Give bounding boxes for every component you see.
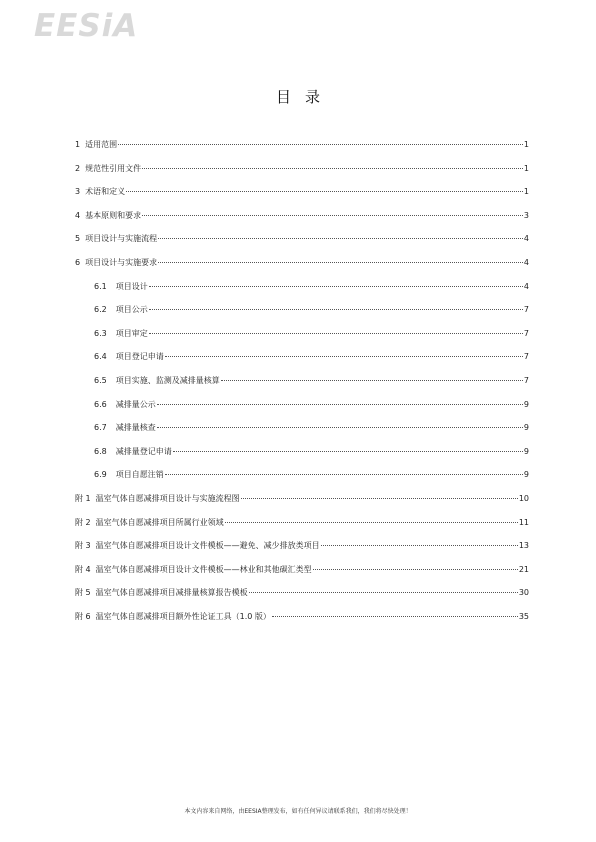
toc-entry-page: 21 (518, 564, 529, 574)
toc-dot-leader (173, 451, 523, 452)
toc-entry-page: 3 (523, 210, 529, 220)
toc-entry-page: 1 (523, 187, 529, 197)
toc-entry-label: 项目设计与实施流程 (85, 234, 158, 244)
toc-entry-page: 7 (523, 328, 529, 338)
toc-entry[interactable] (75, 422, 529, 446)
toc-entry-label: 项目审定 (115, 328, 148, 338)
toc-dot-leader (225, 522, 518, 523)
toc-entry-page: 7 (523, 305, 529, 315)
toc-entry[interactable] (75, 163, 529, 187)
toc-dot-leader (272, 616, 518, 617)
toc-entry-number: 附 4 (75, 564, 91, 574)
toc-entry-page: 4 (523, 257, 529, 267)
toc-entry-number: 5 (75, 234, 81, 244)
toc-entry-label: 温室气体自愿减排项目所属行业领域 (95, 517, 224, 527)
toc-entry-number: 6.8 (94, 446, 107, 456)
toc-dot-leader (149, 309, 523, 310)
toc-entry-number: 4 (75, 210, 81, 220)
page-title: 目录 (275, 88, 334, 106)
toc-dot-leader (313, 569, 518, 570)
toc-entry[interactable] (75, 233, 529, 257)
toc-entry-page: 9 (523, 446, 529, 456)
toc-entry[interactable] (75, 281, 529, 305)
footer-notice: 本文内容来自网络，由EESIA整理发布，如有任何异议请联系我们，我们将尽快处理！ (184, 808, 412, 815)
toc-dot-leader (221, 380, 523, 381)
toc-entry-label: 减排量登记申请 (115, 446, 172, 456)
toc-entry-label: 项目自愿注销 (115, 470, 164, 480)
toc-entry-page: 4 (523, 281, 529, 291)
toc-entry-page: 11 (518, 517, 529, 527)
toc-entry-label: 温室气体自愿减排项目设计文件模板——林业和其他碳汇类型 (95, 564, 312, 574)
toc-dot-leader (149, 286, 523, 287)
toc-dot-leader (165, 474, 523, 475)
toc-dot-leader (118, 144, 523, 145)
toc-dot-leader (142, 215, 523, 216)
toc-dot-leader (158, 262, 523, 263)
toc-entry-label: 项目登记申请 (115, 352, 164, 362)
toc-entry-number: 6.5 (94, 375, 107, 385)
toc-dot-leader (241, 498, 518, 499)
toc-entry-page: 9 (523, 470, 529, 480)
toc-entry[interactable] (75, 540, 529, 564)
toc-entry-page: 9 (523, 399, 529, 409)
toc-dot-leader (321, 545, 518, 546)
toc-entry-number: 3 (75, 187, 81, 197)
toc-entry-number: 6.4 (94, 352, 107, 362)
toc-entry-number: 6.3 (94, 328, 107, 338)
toc-entry[interactable] (75, 304, 529, 328)
toc-entry[interactable] (75, 469, 529, 493)
toc-dot-leader (249, 592, 518, 593)
toc-entry[interactable] (75, 564, 529, 588)
toc-entry-number: 附 2 (75, 517, 91, 527)
table-of-contents (75, 139, 529, 634)
toc-entry-number: 6.6 (94, 399, 107, 409)
toc-entry-page: 1 (523, 163, 529, 173)
toc-entry[interactable] (75, 517, 529, 541)
toc-entry-label: 项目公示 (115, 305, 148, 315)
toc-entry-number: 6.1 (94, 281, 107, 291)
toc-entry[interactable] (75, 611, 529, 635)
toc-entry-label: 温室气体自愿减排项目减排量核算报告模板 (95, 588, 248, 598)
toc-entry-label: 项目设计与实施要求 (85, 257, 158, 267)
toc-entry-page: 4 (523, 234, 529, 244)
toc-entry-label: 项目设计 (115, 281, 148, 291)
toc-entry[interactable] (75, 351, 529, 375)
toc-entry[interactable] (75, 493, 529, 517)
toc-entry[interactable] (75, 139, 529, 163)
toc-entry[interactable] (75, 328, 529, 352)
toc-entry-label: 规范性引用文件 (85, 163, 142, 173)
toc-entry-page: 7 (523, 375, 529, 385)
toc-entry[interactable] (75, 210, 529, 234)
toc-entry-number: 6.7 (94, 423, 107, 433)
toc-entry-label: 基本原则和要求 (85, 210, 142, 220)
toc-entry[interactable] (75, 446, 529, 470)
toc-dot-leader (157, 404, 523, 405)
toc-entry[interactable] (75, 587, 529, 611)
toc-entry-label: 术语和定义 (85, 187, 126, 197)
toc-entry-label: 温室气体自愿减排项目设计文件模板——避免、减少排放类项目 (95, 541, 320, 551)
toc-entry-number: 附 1 (75, 493, 91, 503)
toc-entry-page: 30 (518, 588, 529, 598)
toc-entry-page: 7 (523, 352, 529, 362)
toc-entry-label: 温室气体自愿减排项目额外性论证工具（1.0 版） (95, 611, 271, 621)
toc-dot-leader (158, 238, 523, 239)
toc-entry-page: 13 (518, 541, 529, 551)
toc-entry-number: 附 6 (75, 611, 91, 621)
toc-dot-leader (126, 191, 523, 192)
toc-entry-label: 温室气体自愿减排项目设计与实施流程图 (95, 493, 240, 503)
toc-entry-number: 6 (75, 257, 81, 267)
toc-entry-number: 2 (75, 163, 81, 173)
toc-entry[interactable] (75, 399, 529, 423)
toc-entry[interactable] (75, 257, 529, 281)
toc-entry[interactable] (75, 186, 529, 210)
toc-entry-number: 6.9 (94, 470, 107, 480)
eesia-logo: EESiA (34, 8, 139, 44)
toc-entry-label: 适用范围 (85, 140, 118, 149)
toc-dot-leader (142, 168, 523, 169)
toc-entry-label: 项目实施、监测及减排量核算 (115, 375, 220, 385)
toc-entry-number: 6.2 (94, 305, 107, 315)
toc-entry-number: 1 (75, 140, 81, 149)
toc-entry-page: 35 (518, 611, 529, 621)
toc-entry-page: 10 (518, 493, 529, 503)
toc-dot-leader (157, 427, 523, 428)
toc-entry-label: 减排量核查 (115, 423, 156, 433)
toc-entry[interactable] (75, 375, 529, 399)
toc-entry-number: 附 3 (75, 541, 91, 551)
toc-dot-leader (149, 333, 523, 334)
toc-entry-label: 减排量公示 (115, 399, 156, 409)
toc-entry-page: 9 (523, 423, 529, 433)
toc-entry-number: 附 5 (75, 588, 91, 598)
toc-entry-page: 1 (523, 140, 529, 149)
toc-dot-leader (165, 356, 523, 357)
